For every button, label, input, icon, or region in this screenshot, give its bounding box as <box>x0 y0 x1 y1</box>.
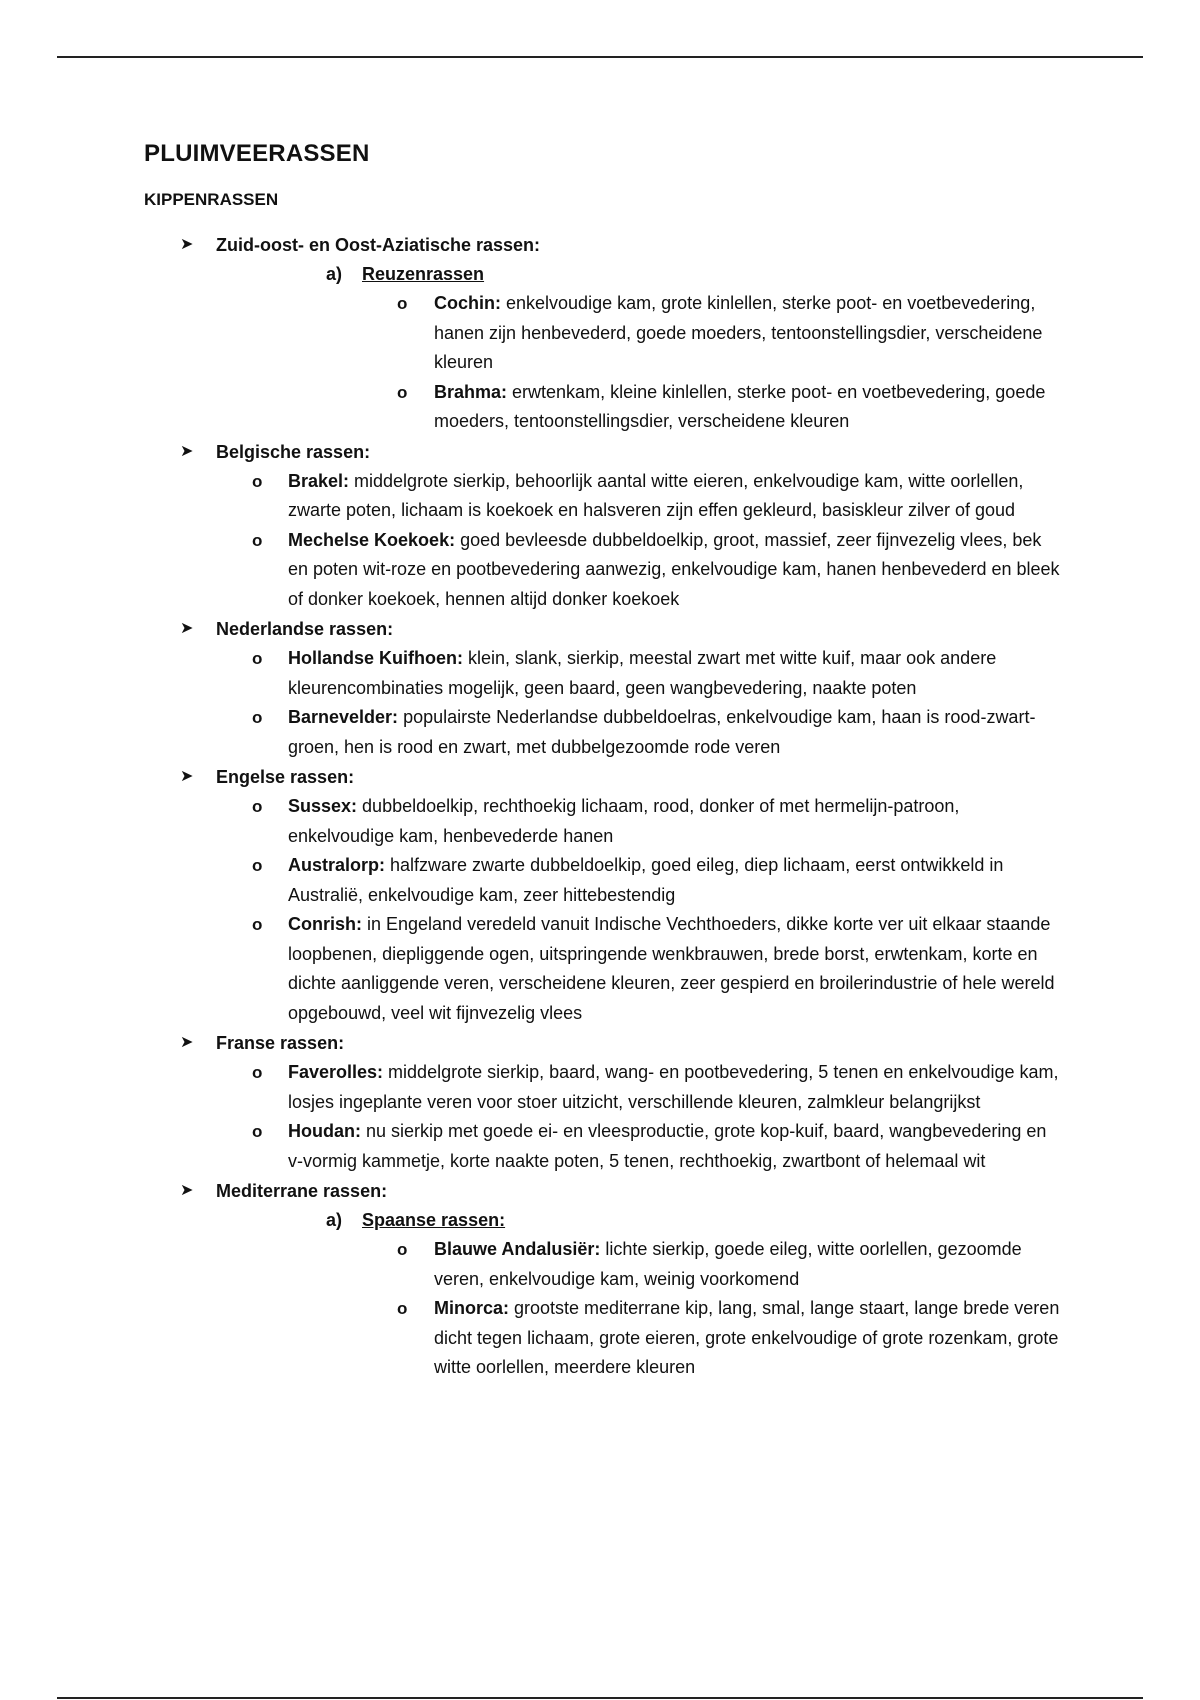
circle-bullet-icon: o <box>252 471 263 491</box>
group-zuid-oost-aziatisch <box>144 230 1064 437</box>
list-item: o Conrish: in Engeland veredeld vanuit Indische Vechthoeders, dikke korte ver uit elkaar staande loopbenen, diepliggende ogen, uitspringende wenkbrauwen, brede borst, erwtenkam, korte en dichte aanliggende veren, verscheidene kleuren, zeer gespierd en broilerindustrie of hele wereld opgebouwd, veel wit fijnvezelig vlees <box>144 910 1064 1028</box>
bottom-rule <box>57 1697 1143 1699</box>
top-rule <box>57 56 1143 58</box>
circle-bullet-icon: o <box>397 382 408 402</box>
arrow-bullet-icon: ➤ <box>180 1182 194 1199</box>
arrow-bullet-icon: ➤ <box>180 236 194 253</box>
list-item: o Minorca: grootste mediterrane kip, lang, smal, lange staart, lange brede veren dicht tegen lichaam, grote eieren, grote enkelvoudige of grote rozenkam, grote witte oorlellen, meerdere kleuren <box>144 1294 1064 1383</box>
group-mediterraan <box>144 1176 1064 1383</box>
group-frans <box>144 1028 1064 1176</box>
list-item: o Hollandse Kuifhoen: klein, slank, sierkip, meestal zwart met witte kuif, maar ook andere kleurencombinaties mogelijk, geen baard, geen wangbevedering, naakte poten <box>144 644 1064 703</box>
circle-bullet-icon: o <box>252 856 263 875</box>
list-item: o Faverolles: middelgrote sierkip, baard, wang- en pootbevedering, 5 tenen en enkelvoudige kam, losjes ingeplante veren voor stoer uitzicht, verschillende kleuren, zalmkleur belangrijkst <box>144 1058 1064 1117</box>
circle-bullet-icon: o <box>397 1240 408 1259</box>
page-title: PLUIMVEERASSEN <box>144 140 370 167</box>
arrow-bullet-icon: ➤ <box>180 442 194 460</box>
arrow-bullet-icon: ➤ <box>180 620 194 637</box>
sub-heading: a) Reuzenrassen <box>326 264 485 284</box>
list-item: o Houdan: nu sierkip met goede ei- en vleesproductie, grote kop-kuif, baard, wangbevedering en v-vormig kammetje, korte naakte poten, 5 tenen, rechthoekig, zwartbont of helemaal wit <box>144 1117 1064 1176</box>
list-item: o Mechelse Koekoek: goed bevleesde dubbeldoelkip, groot, massief, zeer fijnvezelig vlees, bek en poten wit-roze en pootbevedering aanwezig, enkelvoudige kam, hanen henbevederd en bleek of donker koekoek, hennen altijd donker koekoek <box>144 526 1064 615</box>
document-page <box>144 140 1064 1383</box>
circle-bullet-icon: o <box>252 708 263 727</box>
list-item: o Australorp: halfzware zwarte dubbeldoelkip, goed eileg, diep lichaam, eerst ontwikkeld in Australië, enkelvoudige kam, zeer hittebestendig <box>144 851 1064 910</box>
list-item: o Sussex: dubbeldoelkip, rechthoekig lichaam, rood, donker of met hermelijn-patroon, enkelvoudige kam, henbevederde hanen <box>144 792 1064 851</box>
group-heading: ➤ Franse rassen: <box>144 1028 1064 1058</box>
group-heading: ➤ Mediterrane rassen: <box>144 1176 1064 1206</box>
list-item: o Blauwe Andalusiër: lichte sierkip, goede eileg, witte oorlellen, gezoomde veren, enkelvoudige kam, weinig voorkomend <box>144 1235 1064 1294</box>
group-heading: ➤ Belgische rassen: <box>144 437 1064 467</box>
sub-heading: a) Spaanse rassen: <box>326 1210 506 1230</box>
section-title: KIPPENRASSEN <box>144 190 279 209</box>
list-item: o Brakel: middelgrote sierkip, behoorlijk aantal witte eieren, enkelvoudige kam, witte oorlellen, zwarte poten, lichaam is koekoek en halsveren zijn effen gekleurd, basiskleur zilver of goud <box>144 467 1064 526</box>
group-heading: ➤ Engelse rassen: <box>144 762 1064 792</box>
circle-bullet-icon: o <box>397 1299 408 1318</box>
arrow-bullet-icon: ➤ <box>180 1034 194 1051</box>
circle-bullet-icon: o <box>252 797 263 816</box>
circle-bullet-icon: o <box>252 1122 263 1141</box>
arrow-bullet-icon: ➤ <box>180 768 194 785</box>
group-nederlands <box>144 614 1064 762</box>
circle-bullet-icon: o <box>397 294 408 313</box>
group-belgisch <box>144 437 1064 615</box>
list-item: o Barnevelder: populairste Nederlandse dubbeldoelras, enkelvoudige kam, haan is rood-zwart-groen, hen is rood en zwart, met dubbelgezoomde rode veren <box>144 703 1064 762</box>
list-item: o Cochin: enkelvoudige kam, grote kinlellen, sterke poot- en voetbevedering, hanen zijn henbevederd, goede moeders, tentoonstellingsdier, verscheidene kleuren <box>144 289 1064 378</box>
list-item: o Brahma: erwtenkam, kleine kinlellen, sterke poot- en voetbevedering, goede moeders, tentoonstellingsdier, verscheidene kleuren <box>144 378 1064 437</box>
circle-bullet-icon: o <box>252 649 263 668</box>
circle-bullet-icon: o <box>252 1063 263 1082</box>
circle-bullet-icon: o <box>252 915 263 934</box>
group-engels <box>144 762 1064 1028</box>
group-heading: ➤ Zuid-oost- en Oost-Aziatische rassen: <box>144 230 1064 260</box>
group-heading: ➤ Nederlandse rassen: <box>144 614 1064 644</box>
circle-bullet-icon: o <box>252 530 263 550</box>
